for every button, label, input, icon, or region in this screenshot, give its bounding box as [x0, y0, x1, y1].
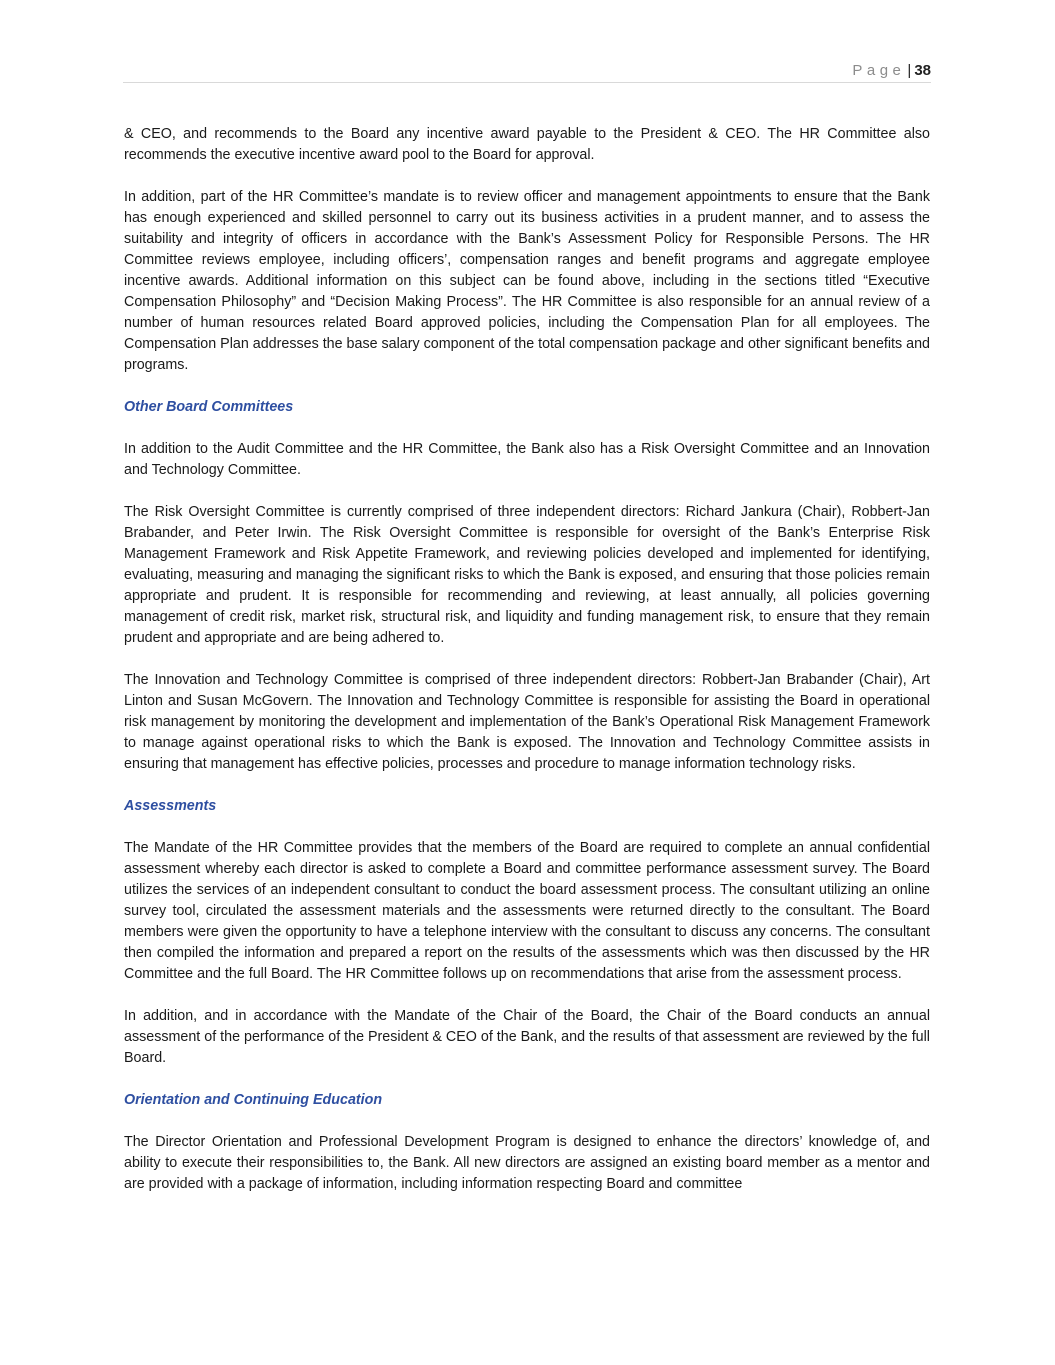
paragraph-ceo-award: & CEO, and recommends to the Board any incentive award payable to the President & CEO. The HR Committee also recommends the executive incentive award pool to the Board for approval.: [124, 126, 930, 163]
paragraph-assessment-mandate: The Mandate of the HR Committee provides that the members of the Board are required to complete an annual confidential assessment whereby each director is asked to complete a Board and committee performance assessment survey. The Board utilizes the services of an independent consultant to conduct the board assessment process. The consultant utilizing an online survey tool, circulated the assessment materials and the assessments were returned directly to the consultant. The Board members were given the opportunity to have a telephone interview with the consultant to discuss any concerns. The consultant then compiled the information and prepared a report on the results of the assessments which was then discussed by the HR Committee and the full Board. The HR Committee follows up on recommendations that arise from the assessment process.: [124, 840, 930, 982]
paragraph-hr-mandate: In addition, part of the HR Committee’s mandate is to review officer and management appointments to ensure that the Bank has enough experienced and skilled personnel to carry out its business activities in a prudent manner, and to assess the suitability and integrity of officers in accordance with the Bank’s Assessment Policy for Responsible Persons. The HR Committee reviews employee, including officers’, compensation ranges and benefit programs and aggregate employee incentive awards. Additional information on this subject can be found above, including in the sections titled “Executive Compensation Philosophy” and “Decision Making Process”. The HR Committee is also responsible for an annual review of a number of human resources related Board approved policies, including the Compensation Plan for all employees. The Compensation Plan addresses the base salary component of the total compensation package and other significant benefits and programs.: [124, 189, 930, 373]
heading-orientation-education: Orientation and Continuing Education: [124, 1092, 383, 1108]
paragraph-committees-intro: In addition to the Audit Committee and the HR Committee, the Bank also has a Risk Oversight Committee and an Innovation and Technology Committee.: [124, 441, 930, 478]
document-body: [124, 124, 930, 1216]
heading-other-board-committees: Other Board Committees: [124, 399, 294, 415]
paragraph-innovation-technology: The Innovation and Technology Committee is comprised of three independent directors: Robbert-Jan Brabander (Chair), Art Linton and Susan McGovern. The Innovation and Technology Committee is responsible for assisting the Board in operational risk management by monitoring the development and implementation of the Bank’s Operational Risk Management Framework to manage against operational risks to which the Bank is exposed. The Innovation and Technology Committee assists in ensuring that management has effective policies, processes and procedure to manage information technology risks.: [124, 672, 930, 772]
paragraph-orientation-program: The Director Orientation and Professional Development Program is designed to enhance the directors’ knowledge of, and ability to execute their responsibilities to, the Bank. All new directors are assigned an existing board member as a mentor and are provided with a package of information, including information respecting Board and committee: [124, 1134, 930, 1192]
page-separator: |: [907, 62, 912, 79]
paragraph-risk-oversight: The Risk Oversight Committee is currently comprised of three independent directors: Richard Jankura (Chair), Robbert-Jan Brabander, and Peter Irwin. The Risk Oversight Committee is responsible for oversight of the Bank’s Enterprise Risk Management Framework and Risk Appetite Framework, and reviewing policies developed and implemented for identifying, evaluating, measuring and managing the significant risks to which the Bank is exposed, and ensuring that those policies remain appropriate and prudent. It is responsible for recommending and reviewing, at least annually, all policies governing management of credit risk, market risk, structural risk, and liquidity and funding management risk, to ensure that they remain prudent and appropriate and are being adhered to.: [124, 504, 930, 646]
heading-assessments: Assessments: [124, 798, 217, 814]
page-header: [123, 58, 931, 83]
page-number: 38: [914, 62, 931, 79]
page-number-label: [852, 62, 931, 80]
page-word: Page: [852, 62, 906, 79]
paragraph-ceo-assessment: In addition, and in accordance with the Mandate of the Chair of the Board, the Chair of the Board conducts an annual assessment of the performance of the President & CEO of the Bank, and the results of that assessment are reviewed by the full Board.: [124, 1008, 930, 1066]
